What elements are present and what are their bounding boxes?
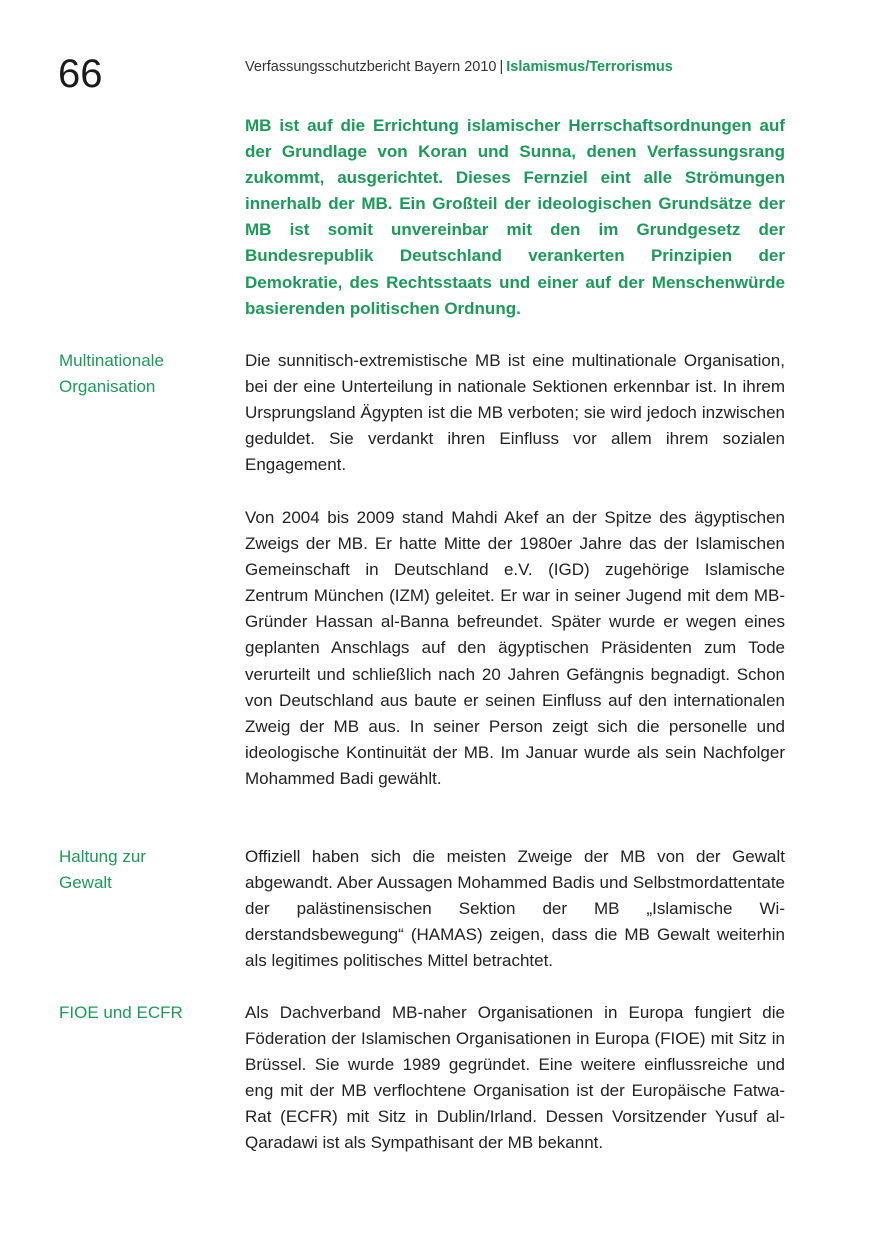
- margin-note-line: Organisation: [59, 377, 156, 396]
- margin-note: [59, 844, 229, 896]
- margin-note: [59, 348, 229, 400]
- margin-note-line: Multinationale: [59, 351, 164, 370]
- body-paragraph: Als Dachverband MB-naher Organisationen in Europa fungiert die Föderation der Islamischen Organisationen in Europa (FIOE) mit Sitz in Brüssel. Sie wurde 1989 gegründet. Eine weitere einflussreiche und eng mit der MB verflochtene Organisation ist der Europäische Fatwa-Rat (ECFR) mit Sitz in Dublin/Irland. Dessen Vorsitzender Yusuf al-Qaradawi ist als Sympathisant der MB bekannt.: [245, 1003, 785, 1153]
- page-number: 66: [58, 52, 103, 96]
- lead-paragraph: MB ist auf die Errichtung islamischer Herrschaftsordnungen auf der Grundlage von Koran und Sunna, denen Verfassungsrang zukommt, ausgerichtet. Dieses Fernziel eint alle Strömungen innerhalb der MB. Ein Großteil der ideologischen Grundsätze der MB ist somit unvereinbar mit den im Grundgesetz der Bundesrepublik Deutschland verankerten Prinzipien der Demokratie, des Rechtsstaats und einer auf der Menschenwürde basierenden politischen Ordnung.: [245, 116, 785, 318]
- section-title: Islamismus/Terrorismus: [506, 59, 673, 75]
- body-paragraph: Offiziell haben sich die meisten Zweige der MB von der Gewalt abgewandt. Aber Aussagen Mohammed Badis und Selbstmordattentate der palästinensischen Sektion der MB „Islamische Widerstandsbewegung“ (HAMAS) zeigen, dass die MB Gewalt weiterhin als legitimes politisches Mittel betrachtet.: [245, 847, 785, 971]
- body-paragraph: Die sunnitisch-extremistische MB ist eine multinationale Organisation, bei der eine Unterteilung in nationale Sektionen erkennbar ist. In ihrem Ursprungsland Ägypten ist die MB verboten; sie wird jedoch inzwischen geduldet. Sie verdankt ihren Einfluss vor allem ihrem sozialen Engagement.: [245, 351, 785, 475]
- margin-note-line: FIOE und ECFR: [59, 1003, 183, 1022]
- running-header: [245, 57, 673, 77]
- publication-title: Verfassungsschutzbericht Bayern 2010: [245, 59, 497, 75]
- header-separator: |: [499, 59, 504, 75]
- body-paragraph: Von 2004 bis 2009 stand Mahdi Akef an der Spitze des ägyptischen Zweigs der MB. Er hatte Mitte der 1980er Jahre das der Islamischen Gemeinschaft in Deutschland e.V. (IGD) zugehörige Islamische Zentrum München (IZM) geleitet. Er war in seiner Jugend mit dem MB-Gründer Hassan al-Banna befreundet. Später wurde er wegen eines geplanten Anschlags auf den ägyptischen Präsidenten zum Tode verurteilt und schließlich nach 20 Jahren Gefängnis begnadigt. Schon von Deutschland aus baute er seinen Einfluss auf den internationalen Zweig der MB aus. In seiner Person zeigt sich die personelle und ideologische Kontinuität der MB. Im Januar wurde als sein Nachfolger Mohammed Badi gewählt.: [245, 508, 785, 788]
- margin-note-line: Haltung zur: [59, 847, 146, 866]
- margin-note: [59, 1000, 229, 1026]
- margin-note-line: Gewalt: [59, 873, 112, 892]
